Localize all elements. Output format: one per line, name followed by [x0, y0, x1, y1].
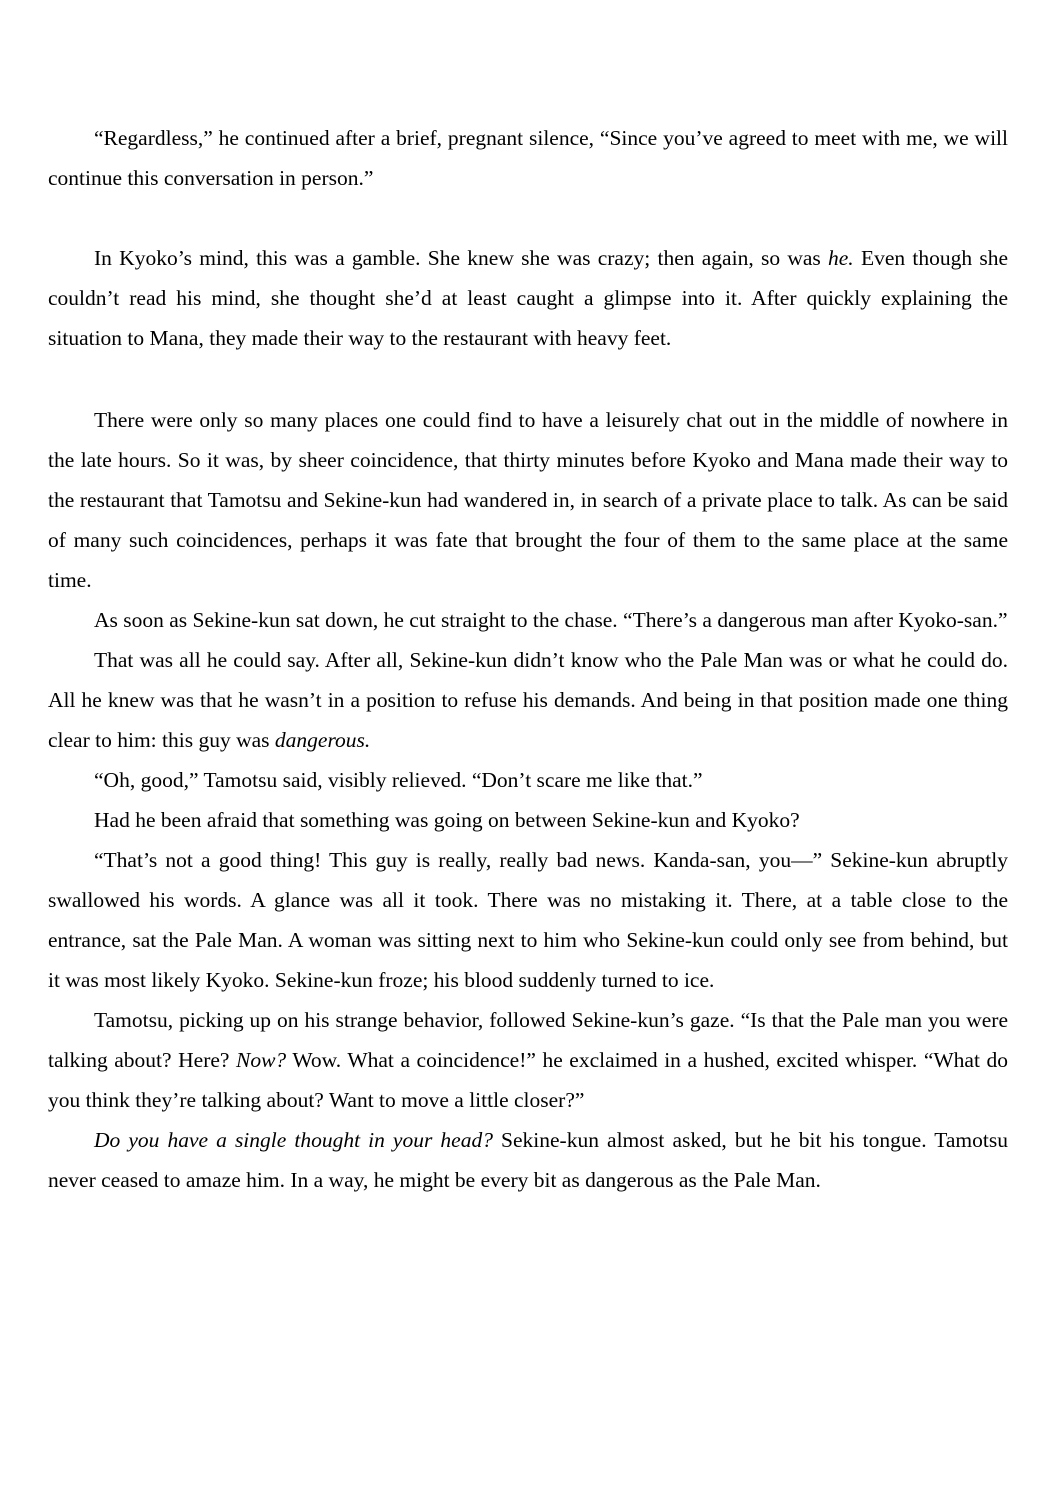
- text-run: Sekine-kun almost asked, but he bit his tongue. Tamotsu never ceased to amaze him. In a way, he might be every bit as dangerous as the Pale Man.: [48, 1128, 1008, 1192]
- text-run: There were only so many places one could find to have a leisurely chat out in the middle of nowhere in the late hours. So it was, by sheer coincidence, that thirty minutes before Kyoko and Mana made their way to the restaurant that Tamotsu and Sekine-kun had wandered in, in search of a private place to talk. As can be said of many such coincidences, perhaps it was fate that brought the four of them to the same place at the same time.: [48, 408, 1008, 592]
- text-run: Even though she couldn’t read his mind, she thought she’d at least caught a glimpse into it. After quickly explaining the situation to Mana, they made their way to the restaurant with heavy feet.: [48, 246, 1009, 350]
- text-run: In Kyoko’s mind, this was a gamble. She knew she was crazy; then again, so was: [94, 246, 829, 270]
- paragraph: [48, 400, 1008, 600]
- paragraph: [48, 640, 1008, 760]
- text-run: “Oh, good,” Tamotsu said, visibly relieved. “Don’t scare me like that.”: [94, 768, 703, 792]
- paragraph: [48, 1000, 1008, 1120]
- text-run: As soon as Sekine-kun sat down, he cut straight to the chase. “There’s a dangerous man after Kyoko-san.”: [94, 608, 1008, 632]
- text-run: Tamotsu, picking up on his strange behavior, followed Sekine-kun’s gaze. “Is that the Pale man you were talking about? Here?: [48, 1008, 1008, 1072]
- text-run: Had he been afraid that something was going on between Sekine-kun and Kyoko?: [94, 808, 800, 832]
- paragraph: [48, 600, 1008, 640]
- paragraph: [48, 1120, 1008, 1200]
- text-run: “That’s not a good thing! This guy is really, really bad news. Kanda-san, you—” Sekine-kun abruptly swallowed his words. A glance was all it took. There was no mistaking it. There, at a table close to the entrance, sat the Pale Man. A woman was sitting next to him who Sekine-kun could only see from behind, but it was most likely Kyoko. Sekine-kun froze; his blood suddenly turned to ice.: [48, 848, 1008, 992]
- paragraph: [48, 800, 1008, 840]
- text-run: “Regardless,” he continued after a brief, pregnant silence, “Since you’ve agreed to meet with me, we will continue this conversation in person.”: [48, 126, 1008, 190]
- paragraph: [48, 118, 1008, 198]
- emphasis-text: Now?: [236, 1048, 287, 1072]
- paragraph: [48, 840, 1008, 1000]
- body-text: [48, 118, 1008, 1200]
- paragraph: [48, 760, 1008, 800]
- emphasis-text: he.: [828, 246, 854, 270]
- emphasis-text: dangerous.: [274, 728, 371, 752]
- emphasis-text: Do you have a single thought in your head?: [94, 1128, 493, 1152]
- paragraph: [48, 238, 1008, 358]
- text-run: Wow. What a coincidence!” he exclaimed in a hushed, excited whisper. “What do you think they’re talking about? Want to move a little closer?”: [48, 1048, 1008, 1112]
- text-run: That was all he could say. After all, Sekine-kun didn’t know who the Pale Man was or what he could do. All he knew was that he wasn’t in a position to refuse his demands. And being in that position made one thing clear to him: this guy was: [48, 648, 1008, 752]
